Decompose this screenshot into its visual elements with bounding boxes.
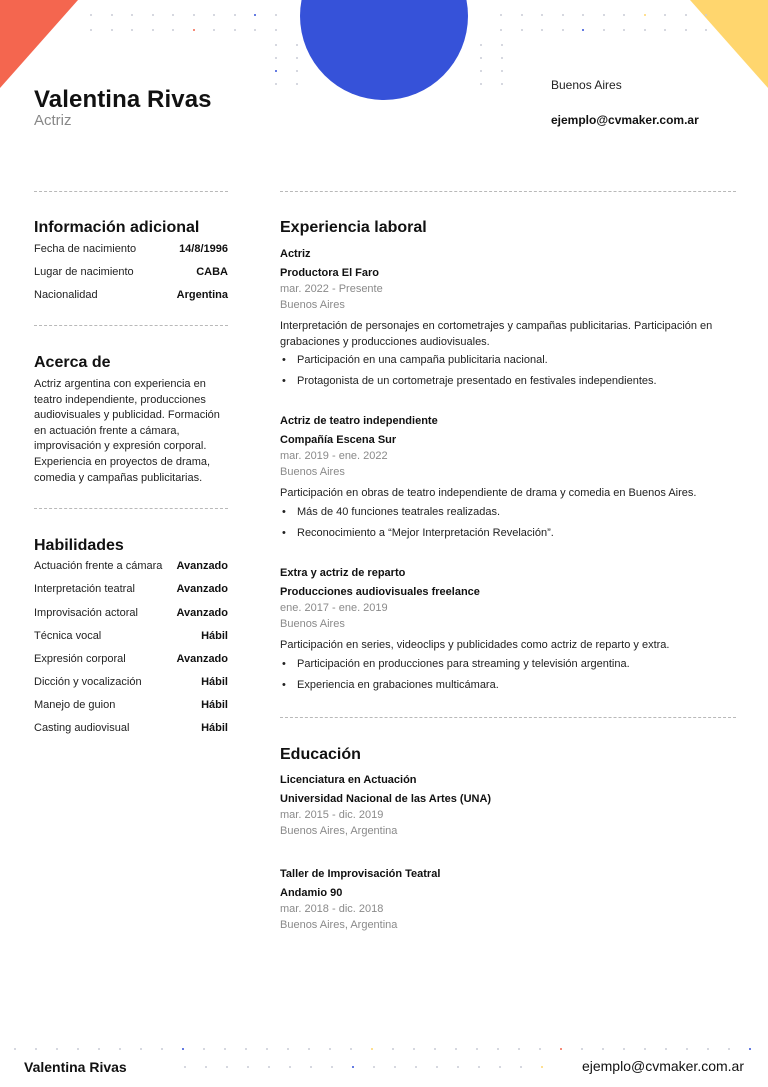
decorative-dot <box>602 1048 604 1050</box>
section-heading-additional: Información adicional <box>34 219 200 236</box>
decorative-dot <box>499 1066 501 1068</box>
job-location: Buenos Aires <box>280 298 345 311</box>
decorative-dot <box>226 1066 228 1068</box>
section-heading-skills: Habilidades <box>34 537 124 554</box>
skill-level: Hábil <box>201 630 228 642</box>
info-label: Lugar de nacimiento <box>34 266 134 278</box>
footer-name: Valentina Rivas <box>24 1059 127 1075</box>
decorative-dot <box>331 1066 333 1068</box>
decorative-dot <box>213 29 215 31</box>
decorative-dot <box>705 29 707 31</box>
decorative-dot <box>296 70 298 72</box>
decorative-dot <box>392 1048 394 1050</box>
decorative-dot <box>205 1066 207 1068</box>
decorative-dot <box>394 1066 396 1068</box>
skill-label: Improvisación actoral <box>34 607 138 619</box>
decorative-circle-blue <box>300 0 468 100</box>
decorative-triangle-red <box>0 0 78 88</box>
skill-level: Hábil <box>201 676 228 688</box>
contact-email[interactable]: ejemplo@cvmaker.com.ar <box>551 113 699 127</box>
info-value: CABA <box>196 266 228 278</box>
decorative-dot <box>111 29 113 31</box>
decorative-dot <box>644 14 646 16</box>
footer-email[interactable]: ejemplo@cvmaker.com.ar <box>581 1058 744 1074</box>
decorative-dot <box>480 44 482 46</box>
info-label: Fecha de nacimiento <box>34 243 137 255</box>
job-bullet: • Protagonista de un cortometraje presentado en festivales independientes. <box>280 374 736 395</box>
education-entry <box>280 868 736 934</box>
education-location: Buenos Aires, Argentina <box>280 824 398 837</box>
decorative-dot <box>131 14 133 16</box>
decorative-dot <box>56 1048 58 1050</box>
section-heading-experience: Experiencia laboral <box>280 219 427 236</box>
decorative-dot <box>275 57 277 59</box>
skill-label: Actuación frente a cámara <box>34 560 163 572</box>
decorative-dot <box>705 14 707 16</box>
decorative-dot <box>541 1066 543 1068</box>
decorative-dot <box>296 83 298 85</box>
decorative-dot <box>582 29 584 31</box>
decorative-dot <box>193 14 195 16</box>
decorative-dot <box>623 29 625 31</box>
decorative-dot <box>413 1048 415 1050</box>
decorative-dot <box>521 14 523 16</box>
job-description: Participación en obras de teatro independiente de drama y comedia en Buenos Aires. <box>280 487 697 500</box>
job-title: Actriz <box>280 248 311 260</box>
decorative-dot <box>245 1048 247 1050</box>
decorative-dot <box>287 1048 289 1050</box>
decorative-dot <box>352 1066 354 1068</box>
decorative-dot <box>266 1048 268 1050</box>
about-text: Actriz argentina con experiencia en teatro independiente, producciones audiovisuales y publicidad. Formación en actuación frente a cámara, improvisación y expresión corporal. Experiencia en proyectos de drama, comedia y campañas publicitarias. <box>34 378 220 484</box>
decorative-dot <box>518 1048 520 1050</box>
decorative-dot <box>500 14 502 16</box>
decorative-dot <box>14 1048 16 1050</box>
decorative-dot <box>193 29 195 31</box>
decorative-dot <box>310 1066 312 1068</box>
decorative-dot <box>152 14 154 16</box>
decorative-dot <box>329 1048 331 1050</box>
decorative-dot <box>623 1048 625 1050</box>
education-title: Licenciatura en Actuación <box>280 774 417 786</box>
divider <box>34 325 228 326</box>
section-heading-education: Educación <box>280 746 361 763</box>
job-company: Compañía Escena Sur <box>280 434 397 446</box>
skill-label: Interpretación teatral <box>34 583 135 595</box>
decorative-dot <box>501 44 503 46</box>
education-dates: mar. 2018 - dic. 2018 <box>280 903 384 915</box>
decorative-dot <box>581 1048 583 1050</box>
decorative-dot <box>111 14 113 16</box>
info-value: 14/8/1996 <box>179 243 228 255</box>
divider <box>34 508 228 509</box>
skill-row <box>34 722 228 734</box>
decorative-dot <box>373 1066 375 1068</box>
skill-row <box>34 630 228 642</box>
decorative-dot <box>77 1048 79 1050</box>
skill-label: Manejo de guion <box>34 699 116 711</box>
decorative-dot <box>603 29 605 31</box>
skill-label: Técnica vocal <box>34 630 102 642</box>
skill-label: Expresión corporal <box>34 653 126 665</box>
decorative-dot <box>119 1048 121 1050</box>
decorative-dot <box>275 70 277 72</box>
decorative-dot <box>90 29 92 31</box>
divider <box>280 717 736 718</box>
job-dates: mar. 2019 - ene. 2022 <box>280 450 388 462</box>
decorative-dot <box>296 57 298 59</box>
decorative-dot <box>308 1048 310 1050</box>
info-label: Nacionalidad <box>34 289 98 301</box>
skill-level: Avanzado <box>176 653 228 665</box>
divider <box>34 191 228 192</box>
decorative-dot <box>644 1048 646 1050</box>
decorative-dot <box>685 14 687 16</box>
job-description: Participación en series, videoclips y publicidades como actriz de reparto y extra. <box>280 639 670 652</box>
decorative-dot <box>275 14 277 16</box>
decorative-dot <box>664 29 666 31</box>
decorative-dot <box>603 14 605 16</box>
decorative-dot <box>480 70 482 72</box>
decorative-dot <box>501 57 503 59</box>
decorative-dot <box>520 1066 522 1068</box>
decorative-dot <box>350 1048 352 1050</box>
decorative-dot <box>562 14 564 16</box>
decorative-dot <box>296 44 298 46</box>
skill-label: Casting audiovisual <box>34 722 130 734</box>
skill-row <box>34 607 228 619</box>
job-company: Producciones audiovisuales freelance <box>280 586 480 598</box>
decorative-dot <box>172 29 174 31</box>
job-bullets <box>280 505 736 547</box>
decorative-dot <box>728 1048 730 1050</box>
decorative-dot <box>480 57 482 59</box>
decorative-dot <box>172 14 174 16</box>
job-bullet: • Reconocimiento a “Mejor Interpretación Revelación”. <box>280 526 736 547</box>
decorative-dot <box>152 29 154 31</box>
decorative-dot <box>478 1066 480 1068</box>
info-row-birthdate <box>34 243 228 255</box>
education-location: Buenos Aires, Argentina <box>280 918 398 931</box>
decorative-dot <box>247 1066 249 1068</box>
decorative-dot <box>224 1048 226 1050</box>
decorative-dot <box>275 44 277 46</box>
decorative-dot <box>664 14 666 16</box>
decorative-dot <box>501 70 503 72</box>
job-company: Productora El Faro <box>280 267 380 279</box>
decorative-dot <box>560 1048 562 1050</box>
section-heading-about: Acerca de <box>34 354 111 371</box>
decorative-dot <box>500 29 502 31</box>
decorative-dot <box>665 1048 667 1050</box>
candidate-role: Actriz <box>34 112 72 129</box>
job-entry <box>280 567 736 699</box>
job-bullet: • Más de 40 funciones teatrales realizadas. <box>280 505 736 526</box>
decorative-dot <box>268 1066 270 1068</box>
skill-row <box>34 676 228 688</box>
candidate-name: Valentina Rivas <box>34 86 212 113</box>
skill-row <box>34 699 228 711</box>
job-bullet: • Participación en una campaña publicitaria nacional. <box>280 353 736 374</box>
decorative-dot <box>289 1066 291 1068</box>
decorative-dot <box>686 1048 688 1050</box>
decorative-dot <box>476 1048 478 1050</box>
decorative-dot <box>497 1048 499 1050</box>
decorative-dot <box>436 1066 438 1068</box>
info-value: Argentina <box>176 289 228 301</box>
job-title: Extra y actriz de reparto <box>280 567 406 579</box>
decorative-dot <box>521 29 523 31</box>
decorative-dot <box>541 29 543 31</box>
decorative-dot <box>623 14 625 16</box>
decorative-dot <box>234 29 236 31</box>
job-bullets <box>280 657 736 699</box>
decorative-dot <box>35 1048 37 1050</box>
job-entry <box>280 415 736 547</box>
decorative-dot <box>234 14 236 16</box>
job-description: Interpretación de personajes en cortometrajes y campañas publicitarias. Participación en grabaciones y producciones audiovisuales. <box>280 320 713 348</box>
decorative-dot <box>434 1048 436 1050</box>
job-title: Actriz de teatro independiente <box>280 415 438 427</box>
job-dates: mar. 2022 - Presente <box>280 283 383 295</box>
decorative-dot <box>455 1048 457 1050</box>
skill-level: Avanzado <box>176 583 228 595</box>
education-institution: Universidad Nacional de las Artes (UNA) <box>280 793 492 805</box>
decorative-dot <box>707 1048 709 1050</box>
skill-row <box>34 653 228 665</box>
decorative-dot <box>582 14 584 16</box>
job-bullet: • Experiencia en grabaciones multicámara. <box>280 678 736 699</box>
skill-level: Avanzado <box>176 560 228 572</box>
decorative-dot <box>749 1048 751 1050</box>
decorative-dot <box>480 83 482 85</box>
decorative-dot <box>371 1048 373 1050</box>
decorative-dot <box>415 1066 417 1068</box>
decorative-dot <box>98 1048 100 1050</box>
decorative-dot <box>644 29 646 31</box>
decorative-dot <box>90 14 92 16</box>
decorative-dot <box>275 83 277 85</box>
skill-level: Hábil <box>201 699 228 711</box>
decorative-dot <box>254 14 256 16</box>
job-bullets <box>280 353 736 395</box>
skill-level: Hábil <box>201 722 228 734</box>
decorative-dot <box>213 14 215 16</box>
decorative-triangle-yellow <box>690 0 768 88</box>
job-location: Buenos Aires <box>280 617 345 630</box>
education-institution: Andamio 90 <box>280 887 343 899</box>
decorative-dot <box>275 29 277 31</box>
info-row-birthplace <box>34 266 228 278</box>
decorative-dot <box>140 1048 142 1050</box>
decorative-dot <box>254 29 256 31</box>
skill-row <box>34 583 228 595</box>
job-bullet: • Participación en producciones para streaming y televisión argentina. <box>280 657 736 678</box>
decorative-dot <box>685 29 687 31</box>
decorative-dot <box>457 1066 459 1068</box>
decorative-dot <box>182 1048 184 1050</box>
decorative-dot <box>161 1048 163 1050</box>
decorative-dot <box>184 1066 186 1068</box>
decorative-dot <box>203 1048 205 1050</box>
divider <box>280 191 736 192</box>
contact-city: Buenos Aires <box>551 78 622 92</box>
job-dates: ene. 2017 - ene. 2019 <box>280 602 388 614</box>
decorative-dot <box>541 14 543 16</box>
info-row-nationality <box>34 289 228 301</box>
skill-label: Dicción y vocalización <box>34 676 142 688</box>
decorative-dot <box>539 1048 541 1050</box>
job-location: Buenos Aires <box>280 465 345 478</box>
job-entry <box>280 248 736 395</box>
skill-row <box>34 560 228 572</box>
skill-level: Avanzado <box>176 607 228 619</box>
decorative-dot <box>131 29 133 31</box>
education-entry <box>280 774 736 840</box>
education-title: Taller de Improvisación Teatral <box>280 868 441 880</box>
education-dates: mar. 2015 - dic. 2019 <box>280 809 384 821</box>
decorative-dot <box>501 83 503 85</box>
decorative-dot <box>562 29 564 31</box>
